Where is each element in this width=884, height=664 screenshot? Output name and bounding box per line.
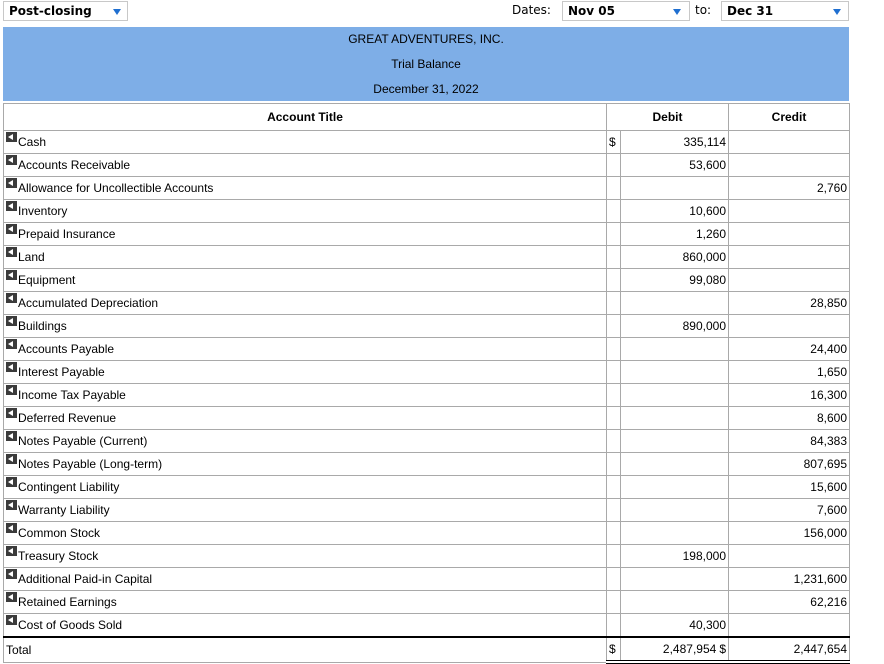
account-cell[interactable] bbox=[4, 154, 607, 177]
from-date-value: Nov 05 bbox=[568, 4, 615, 18]
debit-cell[interactable] bbox=[621, 522, 729, 545]
debit-sign bbox=[607, 407, 621, 430]
table-row bbox=[4, 614, 850, 638]
table-row bbox=[4, 522, 850, 545]
account-title: Inventory bbox=[18, 204, 68, 218]
return-arrow-icon[interactable] bbox=[6, 247, 17, 257]
account-title: Notes Payable (Long-term) bbox=[18, 457, 163, 471]
debit-cell[interactable] bbox=[621, 338, 729, 361]
account-title-header: Account Title bbox=[4, 104, 607, 131]
debit-sign bbox=[607, 223, 621, 246]
company-name: GREAT ADVENTURES, INC. bbox=[348, 32, 504, 46]
debit-sign bbox=[607, 269, 621, 292]
debit-cell[interactable] bbox=[621, 499, 729, 522]
trial-balance-type-select[interactable] bbox=[3, 1, 128, 21]
debit-cell[interactable] bbox=[621, 177, 729, 200]
to-date-select[interactable] bbox=[721, 1, 849, 21]
debit-cell[interactable]: 860,000 bbox=[621, 246, 729, 269]
account-title: Cost of Goods Sold bbox=[18, 618, 123, 632]
return-arrow-icon[interactable] bbox=[6, 569, 17, 579]
account-title: Interest Payable bbox=[18, 365, 105, 379]
return-arrow-icon[interactable] bbox=[6, 201, 17, 211]
debit-sign bbox=[607, 614, 621, 638]
table-row bbox=[4, 223, 850, 246]
return-arrow-icon[interactable] bbox=[6, 592, 17, 602]
account-cell[interactable] bbox=[4, 338, 607, 361]
credit-cell[interactable]: 16,300 bbox=[729, 384, 850, 407]
account-title: Prepaid Insurance bbox=[18, 227, 116, 241]
dates-label: Dates: bbox=[512, 3, 551, 17]
account-title: Retained Earnings bbox=[18, 595, 117, 609]
total-credit-value: 2,447,654 bbox=[729, 637, 850, 662]
return-arrow-icon[interactable] bbox=[6, 477, 17, 487]
to-label: to: bbox=[695, 3, 712, 17]
debit-cell[interactable] bbox=[621, 476, 729, 499]
debit-header: Debit bbox=[607, 104, 729, 131]
table-row bbox=[4, 407, 850, 430]
credit-cell[interactable]: 1,231,600 bbox=[729, 568, 850, 591]
account-title: Additional Paid-in Capital bbox=[18, 572, 153, 586]
credit-cell[interactable]: 2,760 bbox=[729, 177, 850, 200]
credit-cell[interactable] bbox=[729, 614, 850, 638]
table-row bbox=[4, 545, 850, 568]
credit-cell[interactable]: 15,600 bbox=[729, 476, 850, 499]
return-arrow-icon[interactable] bbox=[6, 270, 17, 280]
account-cell[interactable] bbox=[4, 522, 607, 545]
return-arrow-icon[interactable] bbox=[6, 454, 17, 464]
account-title: Accumulated Depreciation bbox=[18, 296, 159, 310]
debit-cell[interactable] bbox=[621, 591, 729, 614]
credit-cell[interactable]: 156,000 bbox=[729, 522, 850, 545]
debit-cell[interactable] bbox=[621, 568, 729, 591]
debit-cell[interactable]: 10,600 bbox=[621, 200, 729, 223]
debit-cell[interactable] bbox=[621, 453, 729, 476]
debit-cell[interactable] bbox=[621, 292, 729, 315]
account-cell[interactable] bbox=[4, 384, 607, 407]
account-cell[interactable] bbox=[4, 545, 607, 568]
account-title: Contingent Liability bbox=[18, 480, 120, 494]
account-title: Treasury Stock bbox=[18, 549, 99, 563]
credit-cell[interactable] bbox=[729, 223, 850, 246]
credit-cell[interactable]: 28,850 bbox=[729, 292, 850, 315]
table-header-row bbox=[4, 104, 850, 131]
account-title: Allowance for Uncollectible Accounts bbox=[18, 181, 214, 195]
debit-cell[interactable]: 53,600 bbox=[621, 154, 729, 177]
credit-cell[interactable] bbox=[729, 154, 850, 177]
account-title: Cash bbox=[18, 135, 47, 149]
debit-cell[interactable] bbox=[621, 384, 729, 407]
debit-sign bbox=[607, 292, 621, 315]
account-title: Common Stock bbox=[18, 526, 101, 540]
debit-sign bbox=[607, 154, 621, 177]
account-cell[interactable] bbox=[4, 269, 607, 292]
credit-cell[interactable] bbox=[729, 131, 850, 154]
table-row bbox=[4, 246, 850, 269]
from-date-select[interactable] bbox=[562, 1, 690, 21]
type-selected-value: Post-closing bbox=[9, 4, 92, 18]
table-row bbox=[4, 131, 850, 154]
debit-cell[interactable]: 40,300 bbox=[621, 614, 729, 638]
account-cell[interactable] bbox=[4, 453, 607, 476]
total-debit-sign-credit: $ bbox=[719, 642, 726, 656]
total-debit-value bbox=[621, 637, 729, 662]
table-row bbox=[4, 361, 850, 384]
debit-sign bbox=[607, 453, 621, 476]
table-row bbox=[4, 292, 850, 315]
account-cell[interactable] bbox=[4, 177, 607, 200]
credit-cell[interactable]: 807,695 bbox=[729, 453, 850, 476]
debit-sign bbox=[607, 545, 621, 568]
table-row bbox=[4, 430, 850, 453]
total-row bbox=[4, 637, 850, 662]
debit-sign bbox=[607, 246, 621, 269]
account-title: Equipment bbox=[18, 273, 76, 287]
debit-cell[interactable] bbox=[621, 430, 729, 453]
credit-header: Credit bbox=[729, 104, 850, 131]
table-row bbox=[4, 568, 850, 591]
account-cell[interactable] bbox=[4, 315, 607, 338]
debit-cell[interactable]: 1,260 bbox=[621, 223, 729, 246]
debit-sign bbox=[607, 568, 621, 591]
debit-sign bbox=[607, 361, 621, 384]
table-row bbox=[4, 200, 850, 223]
debit-cell[interactable]: 198,000 bbox=[621, 545, 729, 568]
table-row bbox=[4, 269, 850, 292]
table-row bbox=[4, 476, 850, 499]
return-arrow-icon[interactable] bbox=[6, 523, 17, 533]
debit-sign bbox=[607, 499, 621, 522]
debit-sign bbox=[607, 315, 621, 338]
account-cell[interactable] bbox=[4, 292, 607, 315]
debit-cell[interactable] bbox=[621, 361, 729, 384]
credit-cell[interactable] bbox=[729, 315, 850, 338]
account-cell[interactable] bbox=[4, 246, 607, 269]
debit-cell[interactable]: 335,114 bbox=[621, 131, 729, 154]
account-cell[interactable] bbox=[4, 476, 607, 499]
table-row bbox=[4, 384, 850, 407]
total-debit-amount: 2,487,954 bbox=[662, 642, 717, 656]
account-cell[interactable] bbox=[4, 430, 607, 453]
return-arrow-icon[interactable] bbox=[6, 178, 17, 188]
return-arrow-icon[interactable] bbox=[6, 615, 17, 625]
account-title: Accounts Payable bbox=[18, 342, 115, 356]
chevron-down-icon bbox=[833, 9, 841, 15]
table-row bbox=[4, 338, 850, 361]
credit-cell[interactable] bbox=[729, 545, 850, 568]
table-row bbox=[4, 499, 850, 522]
account-cell[interactable] bbox=[4, 614, 607, 638]
debit-sign bbox=[607, 522, 621, 545]
account-cell[interactable] bbox=[4, 407, 607, 430]
trial-balance-table bbox=[3, 103, 850, 664]
return-arrow-icon[interactable] bbox=[6, 431, 17, 441]
table-row bbox=[4, 315, 850, 338]
return-arrow-icon[interactable] bbox=[6, 362, 17, 372]
account-cell[interactable] bbox=[4, 499, 607, 522]
chevron-down-icon bbox=[673, 9, 681, 15]
debit-sign bbox=[607, 591, 621, 614]
table-row bbox=[4, 154, 850, 177]
table-row bbox=[4, 591, 850, 614]
account-title: Accounts Receivable bbox=[18, 158, 131, 172]
account-cell[interactable] bbox=[4, 361, 607, 384]
debit-cell[interactable]: 890,000 bbox=[621, 315, 729, 338]
credit-cell[interactable]: 1,650 bbox=[729, 361, 850, 384]
table-row bbox=[4, 453, 850, 476]
account-title: Buildings bbox=[18, 319, 67, 333]
debit-sign bbox=[607, 177, 621, 200]
total-debit-sign: $ bbox=[607, 637, 621, 662]
credit-cell[interactable]: 8,600 bbox=[729, 407, 850, 430]
return-arrow-icon[interactable] bbox=[6, 293, 17, 303]
chevron-down-icon bbox=[113, 9, 121, 15]
return-arrow-icon[interactable] bbox=[6, 224, 17, 234]
account-cell[interactable] bbox=[4, 200, 607, 223]
credit-cell[interactable]: 84,383 bbox=[729, 430, 850, 453]
account-title: Land bbox=[18, 250, 45, 264]
report-header bbox=[3, 27, 849, 101]
account-title: Notes Payable (Current) bbox=[18, 434, 148, 448]
credit-cell[interactable]: 24,400 bbox=[729, 338, 850, 361]
debit-sign bbox=[607, 430, 621, 453]
return-arrow-icon[interactable] bbox=[6, 316, 17, 326]
credit-cell[interactable]: 7,600 bbox=[729, 499, 850, 522]
debit-sign bbox=[607, 200, 621, 223]
credit-cell[interactable]: 62,216 bbox=[729, 591, 850, 614]
return-arrow-icon[interactable] bbox=[6, 385, 17, 395]
to-date-value: Dec 31 bbox=[727, 4, 774, 18]
account-cell[interactable] bbox=[4, 131, 607, 154]
return-arrow-icon[interactable] bbox=[6, 155, 17, 165]
report-date: December 31, 2022 bbox=[373, 82, 479, 96]
return-arrow-icon[interactable] bbox=[6, 500, 17, 510]
credit-cell[interactable] bbox=[729, 200, 850, 223]
return-arrow-icon[interactable] bbox=[6, 339, 17, 349]
account-cell[interactable] bbox=[4, 223, 607, 246]
debit-sign bbox=[607, 384, 621, 407]
account-title: Warranty Liability bbox=[18, 503, 110, 517]
return-arrow-icon[interactable] bbox=[6, 408, 17, 418]
debit-sign bbox=[607, 338, 621, 361]
return-arrow-icon[interactable] bbox=[6, 546, 17, 556]
account-title: Income Tax Payable bbox=[18, 388, 126, 402]
filter-bar bbox=[0, 0, 884, 24]
account-cell[interactable] bbox=[4, 568, 607, 591]
debit-sign: $ bbox=[607, 131, 621, 154]
debit-sign bbox=[607, 476, 621, 499]
report-title: Trial Balance bbox=[391, 57, 461, 71]
total-label: Total bbox=[4, 637, 607, 662]
account-cell[interactable] bbox=[4, 591, 607, 614]
debit-cell[interactable]: 99,080 bbox=[621, 269, 729, 292]
credit-cell[interactable] bbox=[729, 269, 850, 292]
table-row bbox=[4, 177, 850, 200]
debit-cell[interactable] bbox=[621, 407, 729, 430]
credit-cell[interactable] bbox=[729, 246, 850, 269]
account-title: Deferred Revenue bbox=[18, 411, 117, 425]
return-arrow-icon[interactable] bbox=[6, 132, 17, 142]
